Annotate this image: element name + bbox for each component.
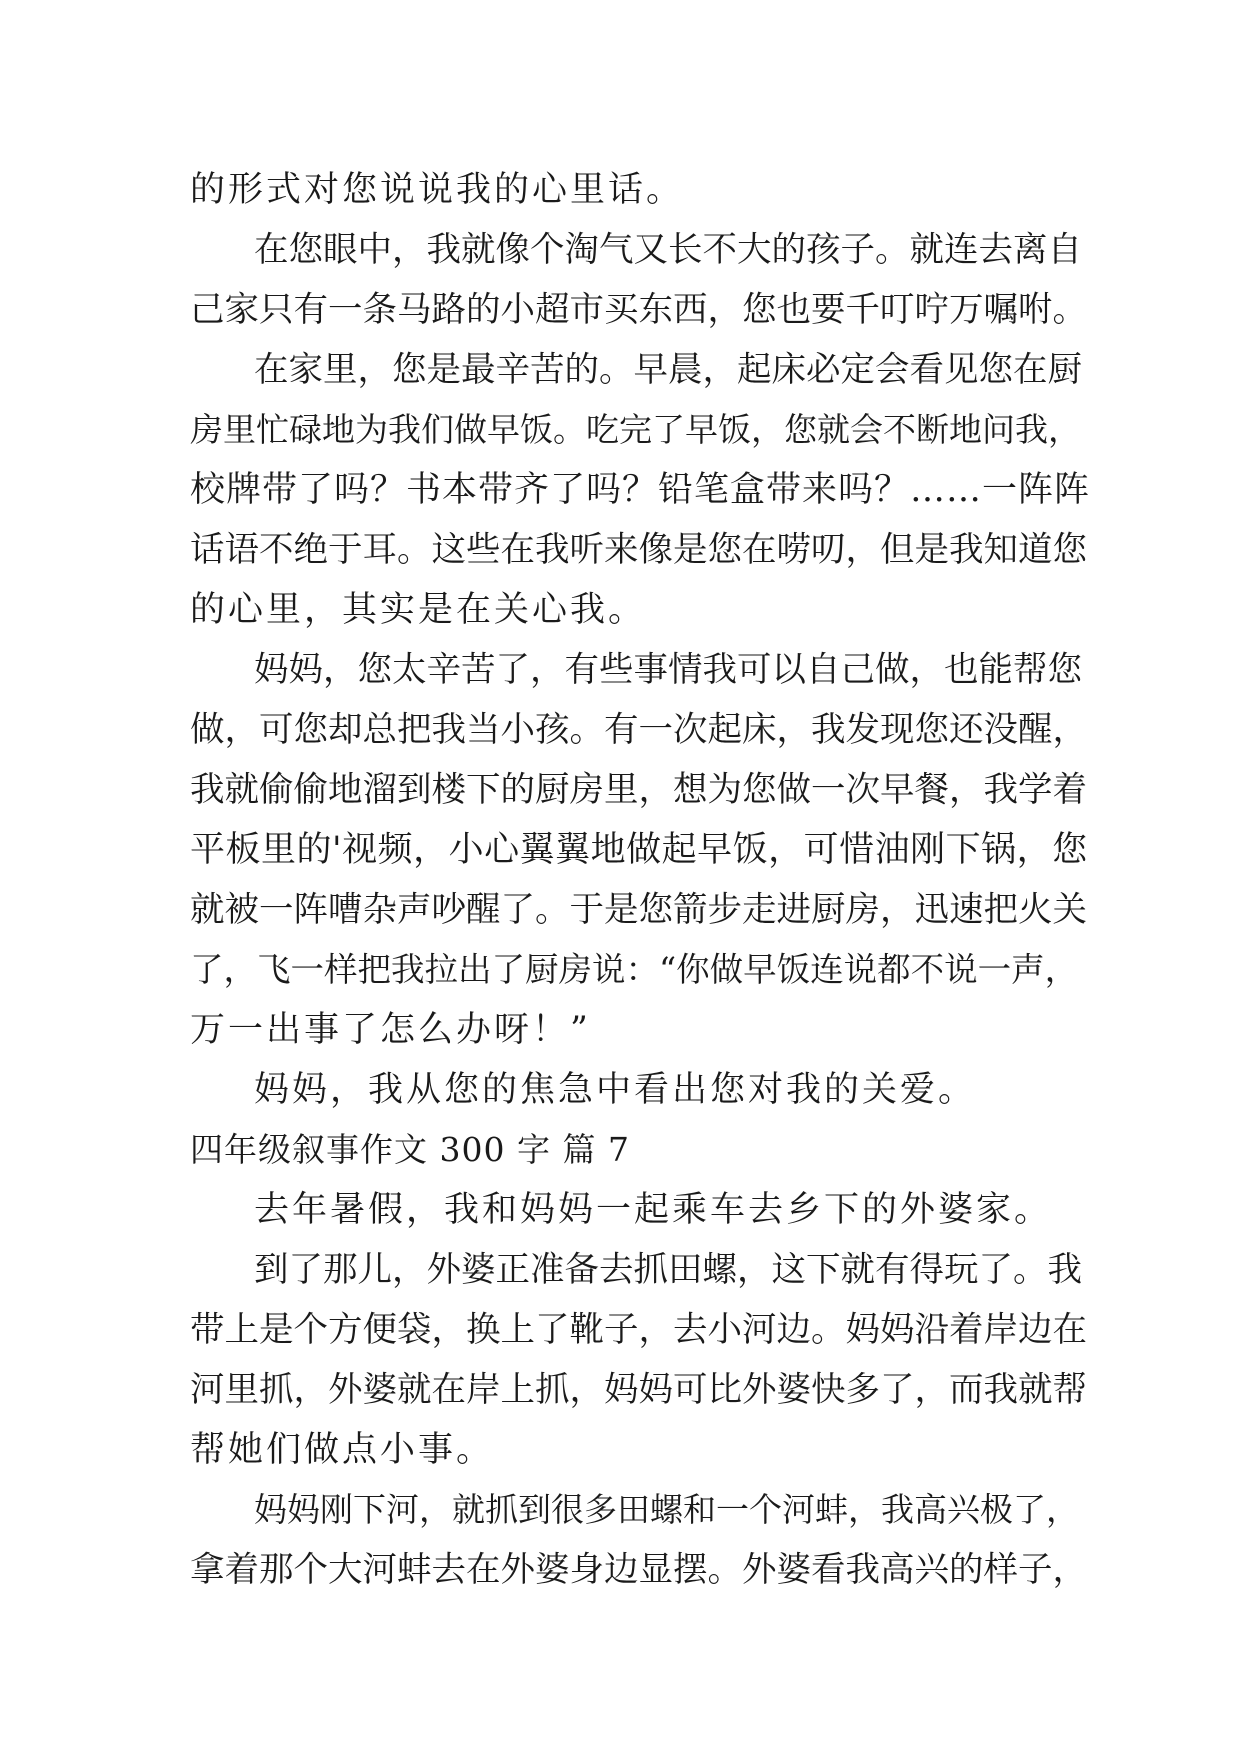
paragraph-first-line: 到了那儿，外婆正准备去抓田螺，这下就有得玩了。我 xyxy=(254,1250,1082,1290)
text-line: 了，飞一样把我拉出了厨房说：“你做早饭连说都不说一声， xyxy=(190,950,1079,989)
text-line: 的形式对您说说我的心里话。 xyxy=(190,170,685,210)
text-line: 拿着那个大河蚌去在外婆身边显摆。外婆看我高兴的样子， xyxy=(190,1550,1087,1590)
text-line: 万一出事了怎么办呀！” xyxy=(190,1010,591,1050)
text-line: 做，可您却总把我当小孩。有一次起床，我发现您还没醒， xyxy=(190,710,1087,750)
text-line: 帮她们做点小事。 xyxy=(190,1430,495,1470)
paragraph-first-line: 妈妈，您太辛苦了，有些事情我可以自己做，也能帮您 xyxy=(254,650,1082,690)
text-line: 己家只有一条马路的小超市买东西，您也要千叮咛万嘱咐。 xyxy=(190,290,1087,330)
text-line: 平板里的'视频，小心翼翼地做起早饭，可惜油刚下锅，您 xyxy=(190,830,1088,870)
text-line: 带上是个方便袋，换上了靴子，去小河边。妈妈沿着岸边在 xyxy=(190,1310,1087,1350)
paragraph-first-line: 在家里，您是最辛苦的。早晨，起床必定会看见您在厨 xyxy=(254,350,1082,390)
text-line: 校牌带了吗？书本带齐了吗？铅笔盒带来吗？……一阵阵 xyxy=(190,470,1091,510)
text-line: 我就偷偷地溜到楼下的厨房里，想为您做一次早餐，我学着 xyxy=(190,770,1087,810)
text-line: 话语不绝于耳。这些在我听来像是您在唠叨，但是我知道您 xyxy=(190,530,1087,570)
paragraph-first-line: 妈妈，我从您的焦急中看出您对我的关爱。 xyxy=(254,1070,977,1110)
section-heading: 四年级叙事作文 300 字 篇 7 xyxy=(190,1130,630,1169)
text-line: 房里忙碌地为我们做早饭。吃完了早饭，您就会不断地问我， xyxy=(190,410,1081,449)
text-line: 河里抓，外婆就在岸上抓，妈妈可比外婆快多了，而我就帮 xyxy=(190,1370,1087,1410)
paragraph-first-line: 在您眼中，我就像个淘气又长不大的孩子。就连去离自 xyxy=(254,230,1082,270)
paragraph-first-line: 妈妈刚下河，就抓到很多田螺和一个河蚌，我高兴极了， xyxy=(254,1490,1079,1529)
paragraph-first-line: 去年暑假，我和妈妈一起乘车去乡下的外婆家。 xyxy=(254,1190,1053,1230)
text-line: 的心里，其实是在关心我。 xyxy=(190,590,647,630)
text-line: 就被一阵嘈杂声吵醒了。于是您箭步走进厨房，迅速把火关 xyxy=(190,890,1087,930)
